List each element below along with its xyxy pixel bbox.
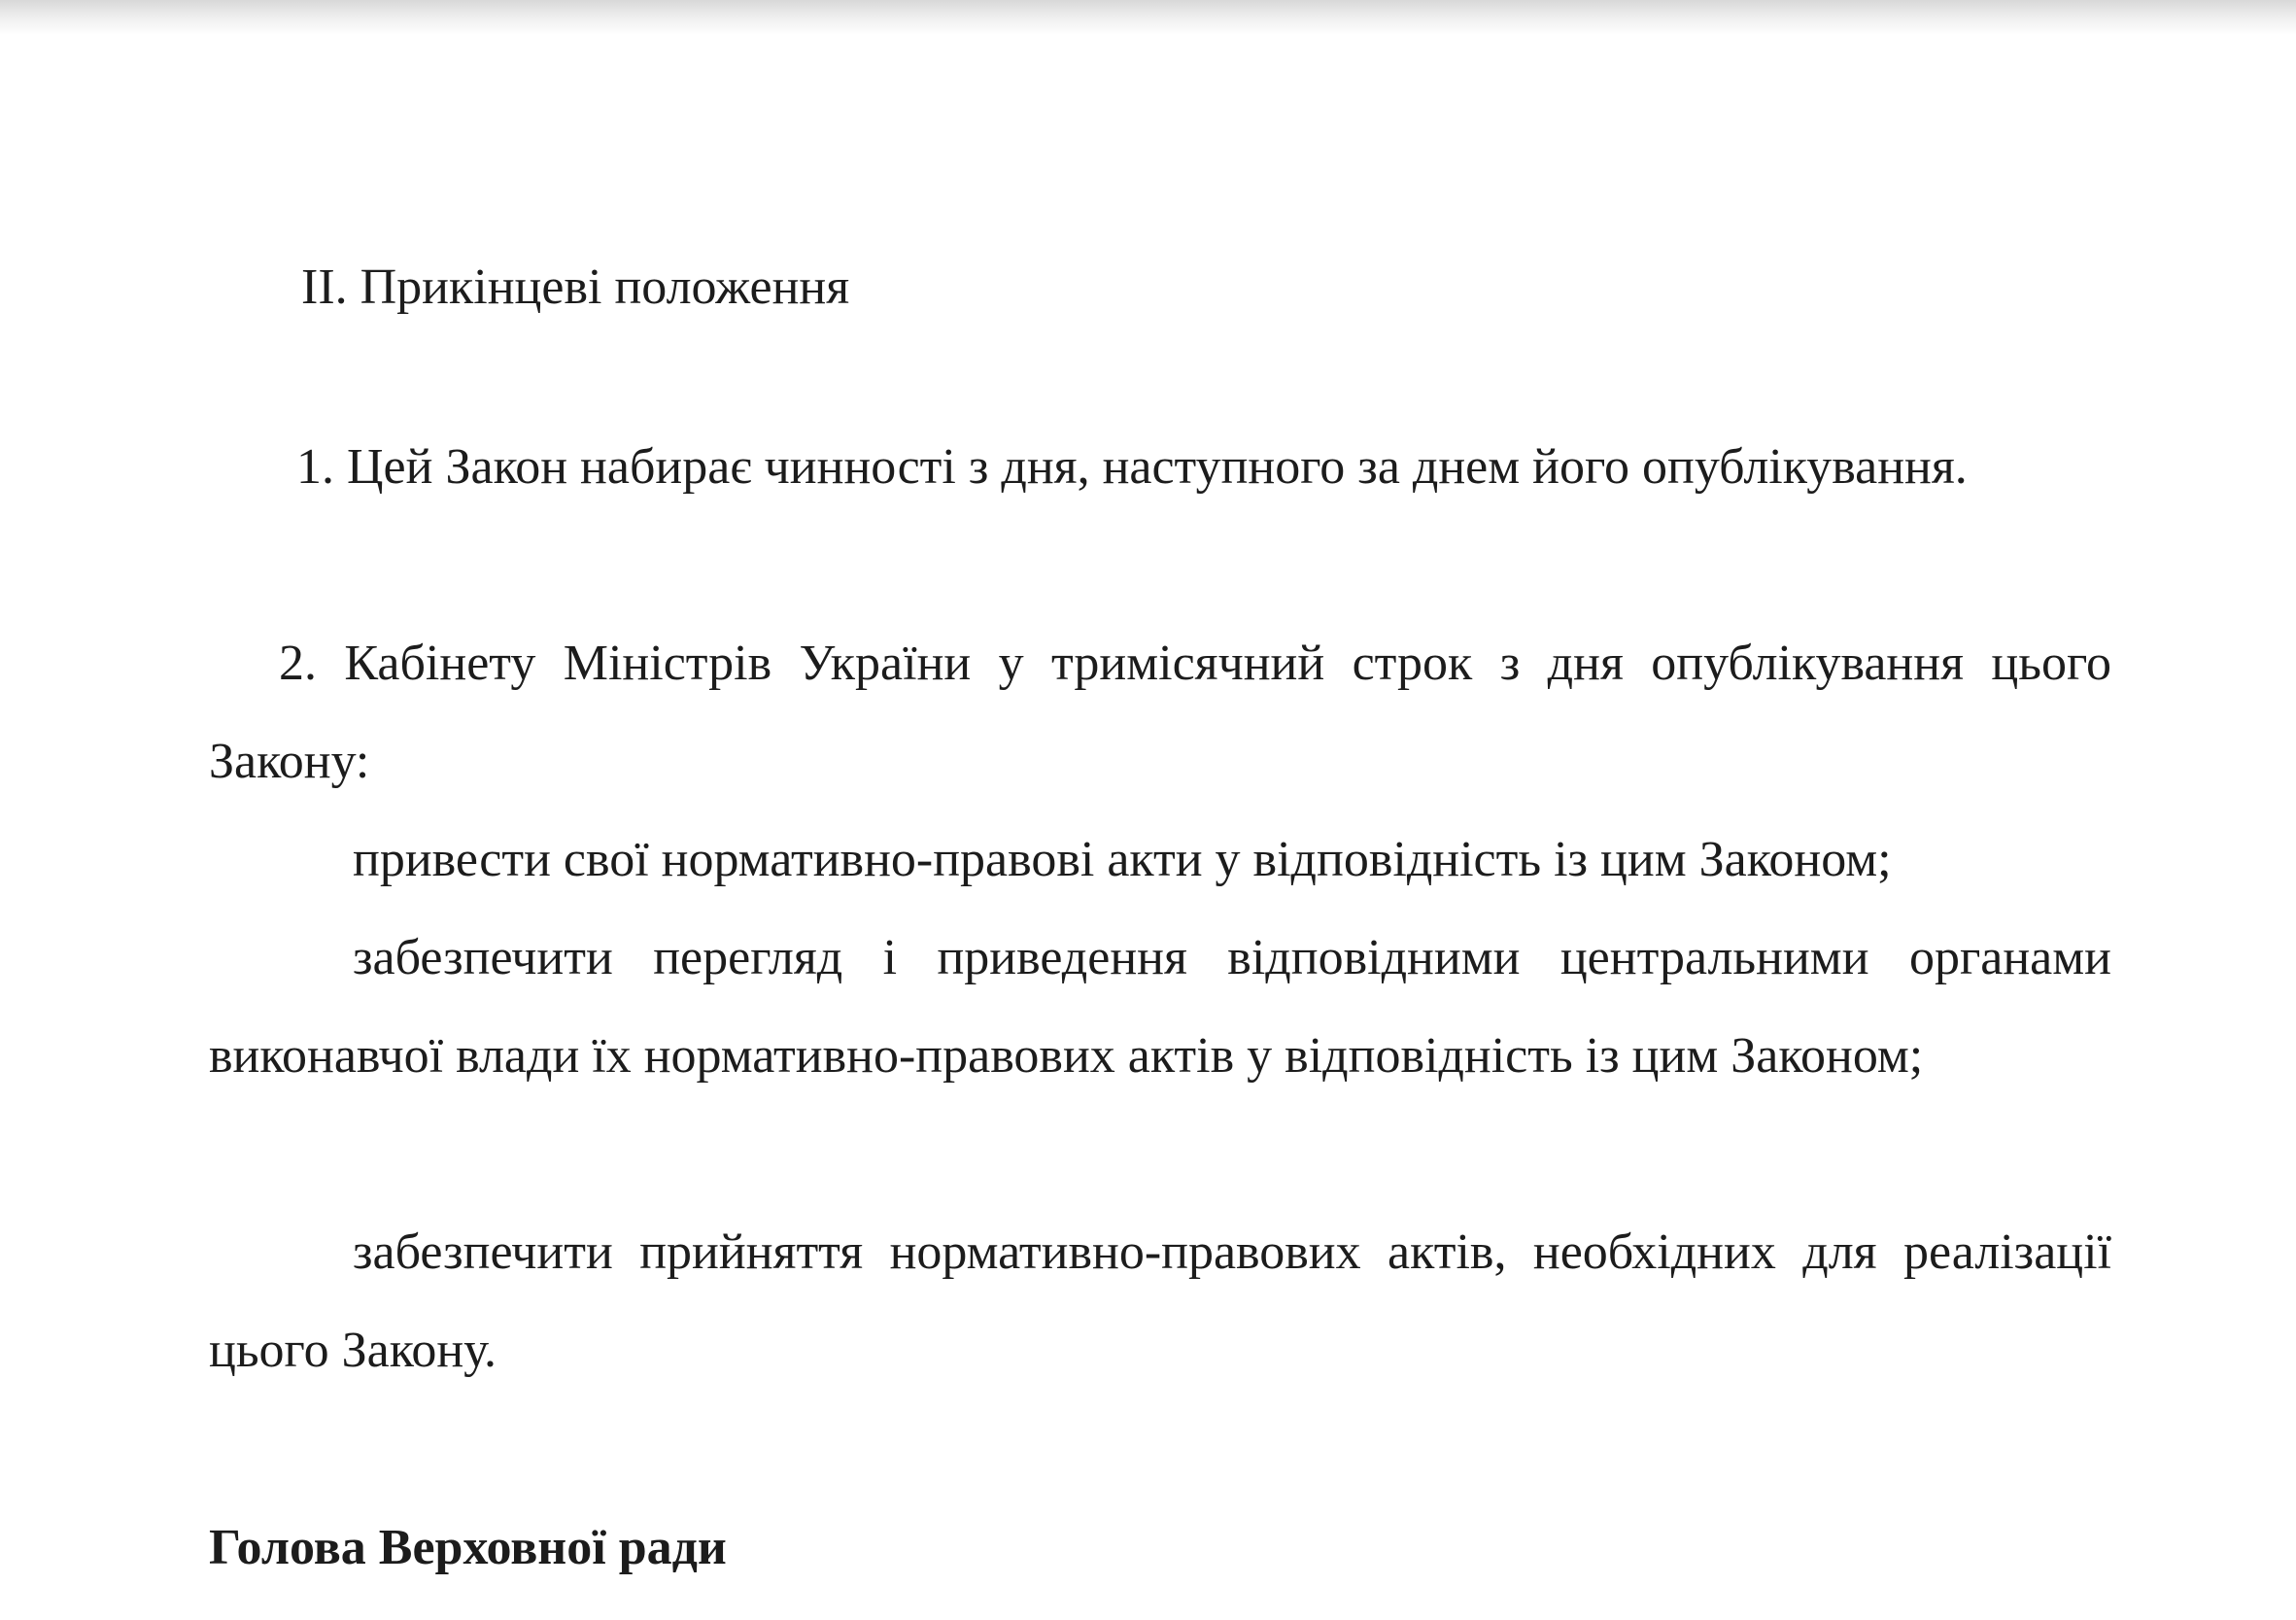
paragraph-cabinet-instructions: 2. Кабінету Міністрів України у тримісячний строк з дня опублікування цього Закону:	[209, 636, 2111, 789]
paragraph-ensure-review: забезпечити перегляд і приведення відповідними центральними органами виконавчої влади їх нормативно-правових актів у відповідність із цим Законом;	[209, 930, 2111, 1084]
toolbar-shadow	[0, 0, 2296, 35]
paragraph-effective-date: 1. Цей Закон набирає чинності з дня, наступного за днем його опублікування.	[296, 439, 1968, 495]
scroll-gutter	[2275, 0, 2296, 1620]
section-heading: ІІ. Прикінцеві положення	[301, 259, 850, 315]
signature-title: Голова Верховної ради	[209, 1520, 727, 1575]
paragraph-ensure-adoption: забезпечити прийняття нормативно-правових актів, необхідних для реалізації цього Закону.	[209, 1224, 2111, 1378]
paragraph-bring-acts-into-compliance: привести свої нормативно-правові акти у відповідність із цим Законом;	[353, 832, 1892, 887]
